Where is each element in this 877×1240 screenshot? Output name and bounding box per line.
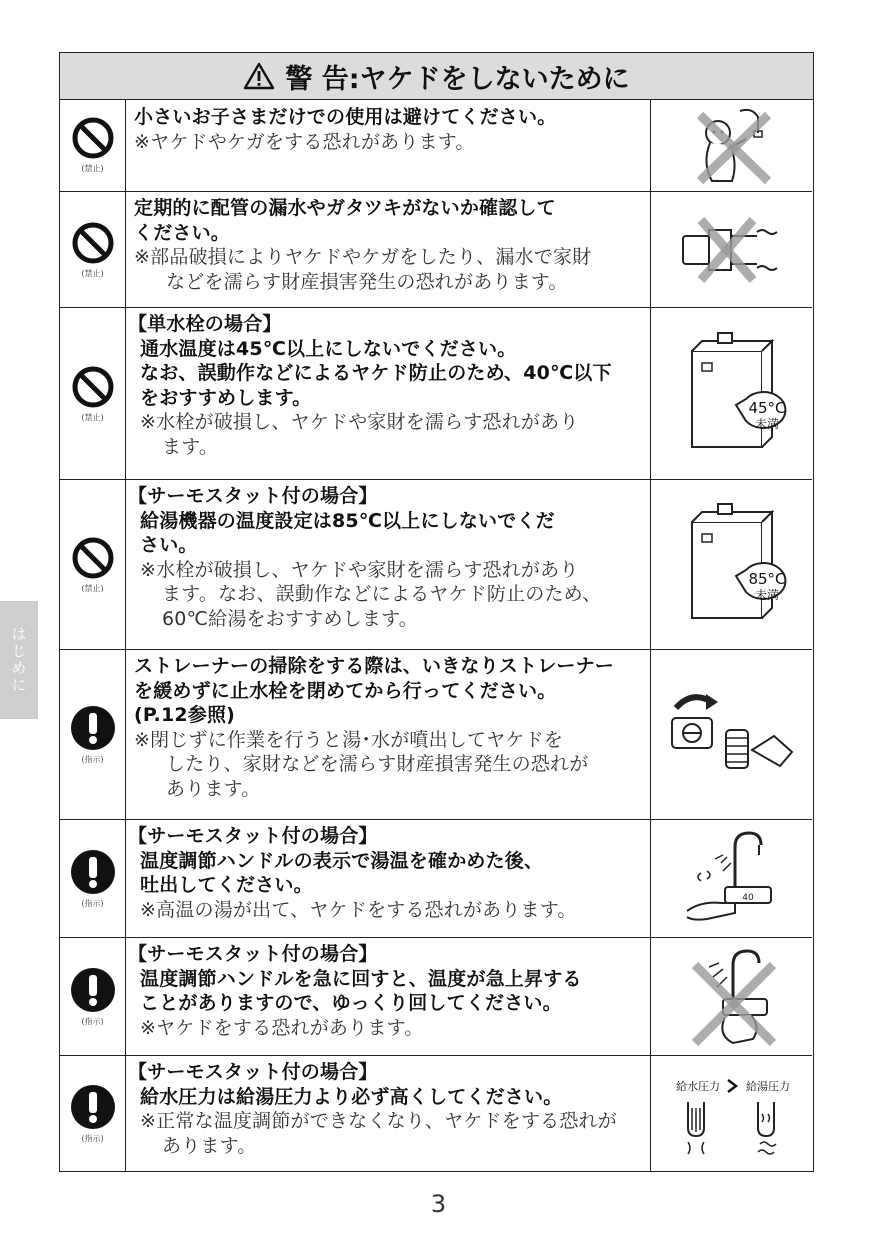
row-text — [126, 1056, 650, 1171]
row-line: (P.12参照) — [134, 704, 236, 726]
heater-temp-label: 85°C — [747, 569, 786, 588]
prohibited-caption: (禁止) — [81, 268, 104, 278]
row-line: ※水栓が破損し、ヤケドや家財を濡らす恐れがあり — [140, 411, 579, 433]
row-illustration — [650, 938, 812, 1055]
water-heater-illustration — [672, 329, 792, 459]
pressure-comparison-illustration — [662, 1064, 802, 1164]
row-line: 給水圧力は給湯圧力より必ず高くしてください。 — [140, 1085, 563, 1108]
pipe-joint-illustration — [677, 210, 787, 290]
warning-title: 警 告:ヤケドをしないために — [285, 63, 630, 95]
handle-turning-illustration — [677, 943, 787, 1051]
instruction-cell — [60, 820, 126, 937]
row-text — [126, 480, 650, 649]
prohibition-cell — [60, 480, 126, 649]
exclamation-icon — [70, 705, 116, 751]
row-line: などを濡らす財産損害発生の恐れがあります。 — [166, 270, 568, 293]
row-line: ことがありますので、ゆっくり回してください。 — [140, 992, 562, 1014]
warning-row — [60, 649, 812, 819]
prohibited-caption: (禁止) — [81, 164, 104, 173]
row-line: ※部品破損によりヤケドやケガをしたり、漏水で家財 — [134, 246, 592, 268]
prohibition-cell — [60, 192, 126, 307]
row-line: 給湯機器の温度設定は85℃以上にしないでくだ — [140, 509, 555, 532]
row-line: したり、家財などを濡らす財産損害発生の恐れが — [166, 753, 589, 775]
page-number: 3 — [430, 1190, 447, 1218]
exclamation-icon — [70, 849, 116, 895]
prohibition-cell — [60, 308, 126, 479]
row-line: 【サーモスタット付の場合】 — [128, 943, 378, 965]
faucet-temperature-check-illustration — [677, 827, 787, 931]
row-line: ストレーナーの掃除をする際は、いきなりストレーナー — [134, 655, 615, 677]
row-line: ※正常な温度調節ができなくなり、ヤケドをする恐れが — [140, 1110, 617, 1132]
side-section-tab — [0, 601, 38, 719]
row-illustration — [650, 99, 812, 191]
row-line: を緩めずに止水栓を閉めてから行ってください。 — [134, 679, 557, 702]
row-line: ます。なお、誤動作などによるヤケド防止のため、 — [162, 583, 602, 605]
row-illustration — [650, 820, 812, 937]
row-text — [126, 308, 650, 479]
warning-row — [60, 307, 812, 479]
row-line: 【単水栓の場合】 — [128, 313, 282, 335]
prohibited-caption: (禁止) — [81, 583, 104, 593]
row-text — [126, 99, 650, 191]
row-line: 吐出してください。 — [140, 874, 313, 896]
row-line: ※高温の湯が出て、ヤケドをする恐れがあります。 — [140, 898, 577, 921]
row-illustration — [650, 192, 812, 307]
row-text — [126, 938, 650, 1055]
prohibition-cell — [60, 99, 126, 191]
row-text — [126, 650, 650, 819]
warning-triangle-icon — [243, 62, 275, 90]
row-text — [126, 192, 650, 307]
warning-row — [60, 819, 812, 937]
row-line: 小さいお子さまだけでの使用は避けてください。 — [134, 106, 557, 128]
warning-row — [60, 99, 812, 191]
row-line: 【サーモスタット付の場合】 — [128, 485, 378, 507]
row-illustration — [650, 480, 812, 649]
instruction-cell — [60, 650, 126, 819]
heater-temp-sub: 未満 — [754, 587, 779, 602]
prohibition-icon — [71, 536, 115, 580]
supply-hot-pressure-label: 給湯圧力 — [745, 1079, 790, 1093]
child-faucet-illustration — [682, 103, 782, 187]
warning-table — [59, 52, 814, 1172]
row-line: 【サーモスタット付の場合】 — [128, 1061, 378, 1083]
row-line: ください。 — [134, 221, 231, 244]
row-line: 通水温度は45℃以上にしないでください。 — [140, 337, 517, 360]
warning-row — [60, 191, 812, 307]
row-line: あります。 — [162, 1134, 257, 1157]
row-line: ※水栓が破損し、ヤケドや家財を濡らす恐れがあり — [140, 558, 579, 581]
row-text — [126, 820, 650, 937]
row-illustration — [650, 308, 812, 479]
row-line: なお、誤動作などによるヤケド防止のため、40℃以下 — [140, 362, 612, 384]
row-line: ※ヤケドやケガをする恐れがあります。 — [134, 130, 475, 153]
exclamation-icon — [70, 967, 116, 1013]
instruction-caption: (指示) — [81, 1133, 104, 1143]
heater-temp-label: 45°C — [747, 398, 786, 417]
row-line: ※ヤケドをする恐れがあります。 — [140, 1016, 424, 1039]
row-illustration — [650, 650, 812, 819]
warning-row — [60, 479, 812, 649]
prohibition-icon — [71, 221, 115, 265]
prohibited-caption: (禁止) — [81, 412, 104, 422]
instruction-caption: (指示) — [81, 754, 104, 764]
warning-row — [60, 937, 812, 1055]
heater-temp-sub: 未満 — [754, 416, 779, 431]
warning-row — [60, 1055, 812, 1171]
water-heater-illustration — [672, 500, 792, 630]
warning-header — [60, 53, 813, 100]
row-line: 温度調節ハンドルの表示で湯温を確かめた後、 — [140, 849, 544, 872]
row-line: ます。 — [162, 435, 219, 458]
row-line: ※閉じずに作業を行うと湯･水が噴出してヤケドを — [134, 728, 564, 751]
side-tab-label: はじめに — [9, 626, 28, 694]
row-line: をおすすめします。 — [140, 386, 312, 409]
instruction-cell — [60, 1056, 126, 1171]
row-line: 温度調節ハンドルを急に回すと、温度が急上昇する — [140, 967, 582, 990]
supply-water-pressure-label: 給水圧力 — [675, 1079, 720, 1093]
handle-label: 40 — [741, 892, 754, 903]
strainer-cleaning-illustration — [662, 680, 802, 790]
row-line: 【サーモスタット付の場合】 — [128, 825, 378, 847]
instruction-caption: (指示) — [81, 898, 104, 908]
row-line: 60℃給湯をおすすめします。 — [162, 607, 418, 630]
row-line: さい。 — [140, 534, 198, 556]
row-illustration — [650, 1056, 812, 1171]
instruction-caption: (指示) — [81, 1016, 104, 1026]
instruction-cell — [60, 938, 126, 1055]
prohibition-icon — [71, 365, 115, 409]
prohibition-icon — [71, 116, 115, 160]
row-line: 定期的に配管の漏水やガタツキがないか確認して — [134, 197, 556, 219]
row-line: あります。 — [166, 777, 261, 800]
exclamation-icon — [70, 1084, 116, 1130]
